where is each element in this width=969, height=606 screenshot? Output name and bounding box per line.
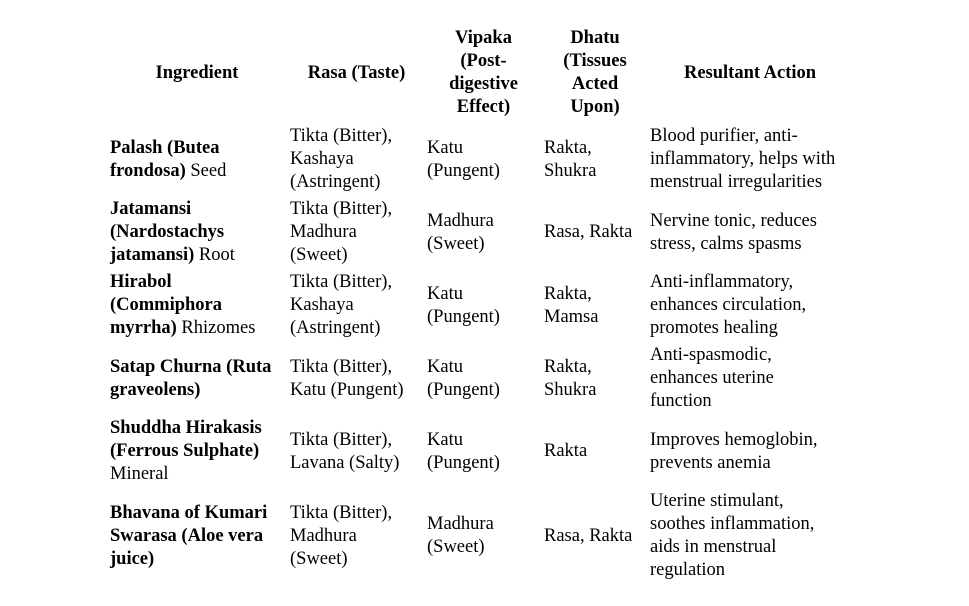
cell-ingredient: Shuddha Hirakasis (Ferrous Sulphate) Mineral [110,418,262,484]
cell-rasa: Tikta (Bitter), Kashaya (Astringent) [290,126,393,192]
cell-dhatu: Rakta, Shukra [544,137,597,181]
table-row [106,196,852,269]
cell-action: Uterine stimulant, soothes inflammation, aids in menstrual regulation [650,491,815,580]
table-row [106,488,852,584]
table-row [106,123,852,196]
ingredient-table [106,27,852,584]
table-row [106,269,852,342]
cell-ingredient: Palash (Butea frondosa) Seed [110,137,227,181]
cell-ingredient: Satap Churna (Ruta graveolens) [110,356,272,400]
cell-vipaka: Katu (Pungent) [427,356,500,400]
cell-vipaka: Katu (Pungent) [427,137,500,181]
cell-dhatu: Rakta [544,441,588,461]
header-vipaka: Vipaka (Post- digestive Effect) [449,28,518,117]
cell-ingredient: Jatamansi (Nardostachys jatamansi) Root [110,199,235,265]
cell-ingredient: Hirabol (Commiphora myrrha) Rhizomes [110,272,256,338]
cell-rasa: Tikta (Bitter), Katu (Pungent) [290,356,404,400]
table-row [106,415,852,488]
cell-dhatu: Rasa, Rakta [544,525,633,546]
table-header-row [106,27,852,123]
header-ingredient: Ingredient [155,62,239,83]
cell-action: Blood purifier, anti- inflammatory, helps with menstrual irregularities [650,126,836,192]
cell-dhatu: Rakta, Shukra [544,356,597,400]
cell-action: Nervine tonic, reduces stress, calms spasms [650,210,817,254]
cell-action: Anti-inflammatory, enhances circulation, promotes healing [650,272,807,338]
table-row [106,342,852,415]
cell-dhatu: Rakta, Mamsa [544,283,599,327]
header-rasa: Rasa (Taste) [307,62,406,83]
header-resultant-action: Resultant Action [683,62,817,83]
cell-rasa: Tikta (Bitter), Madhura (Sweet) [290,199,393,265]
cell-rasa: Tikta (Bitter), Lavana (Salty) [290,429,400,473]
cell-rasa: Tikta (Bitter), Kashaya (Astringent) [290,272,393,338]
cell-ingredient: Bhavana of Kumari Swarasa (Aloe vera juice) [110,502,268,569]
cell-rasa: Tikta (Bitter), Madhura (Sweet) [290,502,393,569]
cell-dhatu: Rasa, Rakta [544,222,633,242]
cell-vipaka: Madhura (Sweet) [427,514,494,557]
cell-action: Improves hemoglobin, prevents anemia [650,429,818,473]
header-dhatu: Dhatu (Tissues Acted Upon) [563,28,627,117]
cell-action: Anti-spasmodic, enhances uterine function [650,345,774,411]
cell-vipaka: Madhura (Sweet) [427,210,494,254]
cell-vipaka: Katu (Pungent) [427,283,500,327]
cell-vipaka: Katu (Pungent) [427,429,500,473]
